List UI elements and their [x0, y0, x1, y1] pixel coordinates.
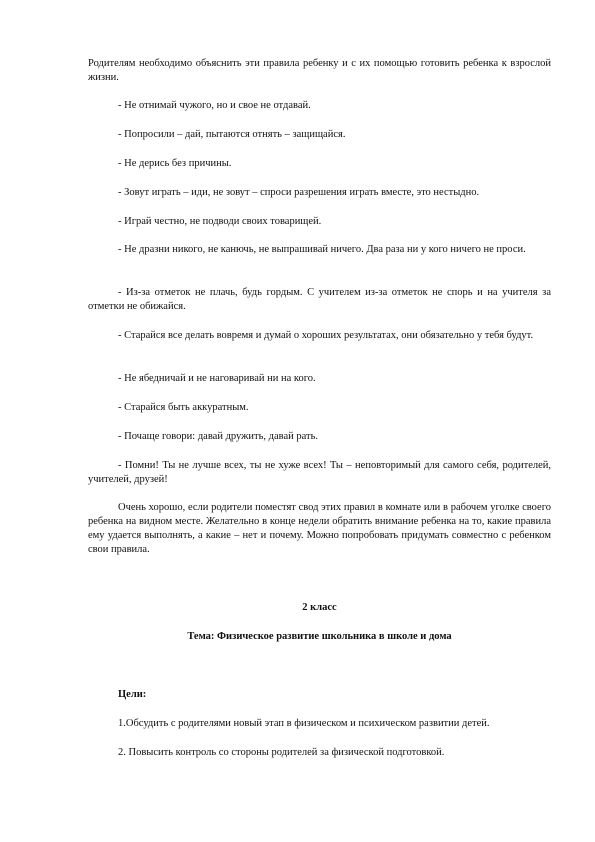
goals-heading: Цели:	[118, 689, 147, 700]
grade-heading: 2 класс	[302, 602, 337, 613]
rule-item: - Старайся быть аккуратным.	[118, 402, 249, 413]
rule-item: - Старайся все делать вовремя и думай о хороших результатах, они обязательно у тебя будут.	[118, 330, 534, 341]
rule-item: - Играй честно, не подводи своих товарищей.	[118, 216, 322, 227]
topic-heading: Тема: Физическое развитие школьника в школе и дома	[187, 631, 452, 642]
rule-item: - Не ябедничай и не наговаривай ни на кого.	[118, 373, 316, 384]
rule-item: - Почаще говори: давай дружить, давай рать.	[118, 431, 318, 442]
rule-item: - Не дразни никого, не канючь, не выпрашивай ничего. Два раза ни у кого ничего не проси.	[118, 244, 526, 255]
goal-item: 1.Обсудить с родителями новый этап в физическом и психическом развитии детей.	[118, 718, 490, 729]
rule-item: - Не дерись без причины.	[118, 158, 232, 169]
closing-paragraph: Очень хорошо, если родители поместят свод этих правил в комнате или в рабочем уголке своего ребенка на видном месте. Желательно в конце недели обратить внимание ребенка на то, какие правила ему удается выполнять, а какие – нет и почему. Можно попробовать придумать совместно с ребенком свои правила.	[88, 502, 551, 555]
rule-item: - Не отнимай чужого, но и свое не отдавай.	[118, 100, 311, 111]
rule-item: - Попросили – дай, пытаются отнять – защищайся.	[118, 129, 346, 140]
goal-item: 2. Повысить контроль со стороны родителей за физической подготовкой.	[118, 747, 445, 758]
rule-item: - Зовут играть – иди, не зовут – спроси разрешения играть вместе, это нестыдно.	[118, 187, 480, 198]
intro-paragraph: Родителям необходимо объяснить эти правила ребенку и с их помощью готовить ребенка к взрослой жизни.	[88, 58, 551, 83]
rule-item: - Помни! Ты не лучше всех, ты не хуже всех! Ты – неповторимый для самого себя, родителей, учителей, друзей!	[88, 460, 551, 485]
rule-item: - Из-за отметок не плачь, будь гордым. С учителем из-за отметок не спорь и на учителя за отметки не обижайся.	[88, 287, 551, 312]
